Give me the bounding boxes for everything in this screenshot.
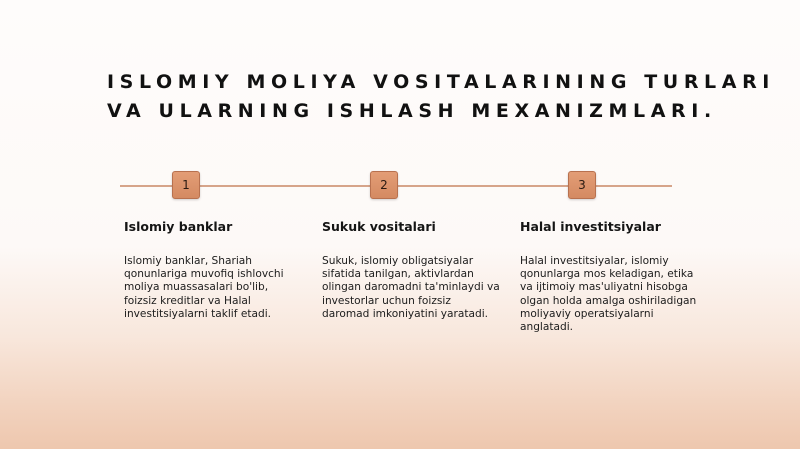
step-marker-3: 3 bbox=[568, 171, 596, 199]
step-heading: Islomiy banklar bbox=[124, 219, 233, 234]
step-description: Islomiy banklar, Shariah qonunlariga muvofiq ishlovchi moliya muassasalari bo'lib, foizsiz kreditlar va Halal investitsiyalarni taklif etadi. bbox=[124, 255, 284, 320]
slide-title bbox=[107, 68, 775, 126]
step-marker-1: 1 bbox=[172, 171, 200, 199]
step-heading: Halal investitsiyalar bbox=[520, 219, 661, 234]
step-description: Sukuk, islomiy obligatsiyalar sifatida tanilgan, aktivlardan olingan daromadni ta'minlaydi va investorlar uchun foizsiz daromad imkoniyatini yaratadi. bbox=[322, 255, 500, 320]
step-description: Halal investitsiyalar, islomiy qonunlarga mos keladigan, etika va ijtimoiy mas'uliyatni hisobga olgan holda amalga oshiriladigan moliyaviy operatsiyalarni anglatadi. bbox=[520, 255, 697, 334]
step-heading: Sukuk vositalari bbox=[322, 219, 436, 234]
slide-title-line-1: ISLOMIY MOLIYA VOSITALARINING TURLARI bbox=[107, 71, 775, 93]
step-column-1 bbox=[124, 218, 302, 321]
step-marker-2: 2 bbox=[370, 171, 398, 199]
step-column-2 bbox=[322, 218, 500, 321]
step-column-3 bbox=[520, 218, 698, 334]
slide-title-line-2: VA ULARNING ISHLASH MEXANIZMLARI. bbox=[107, 100, 717, 122]
